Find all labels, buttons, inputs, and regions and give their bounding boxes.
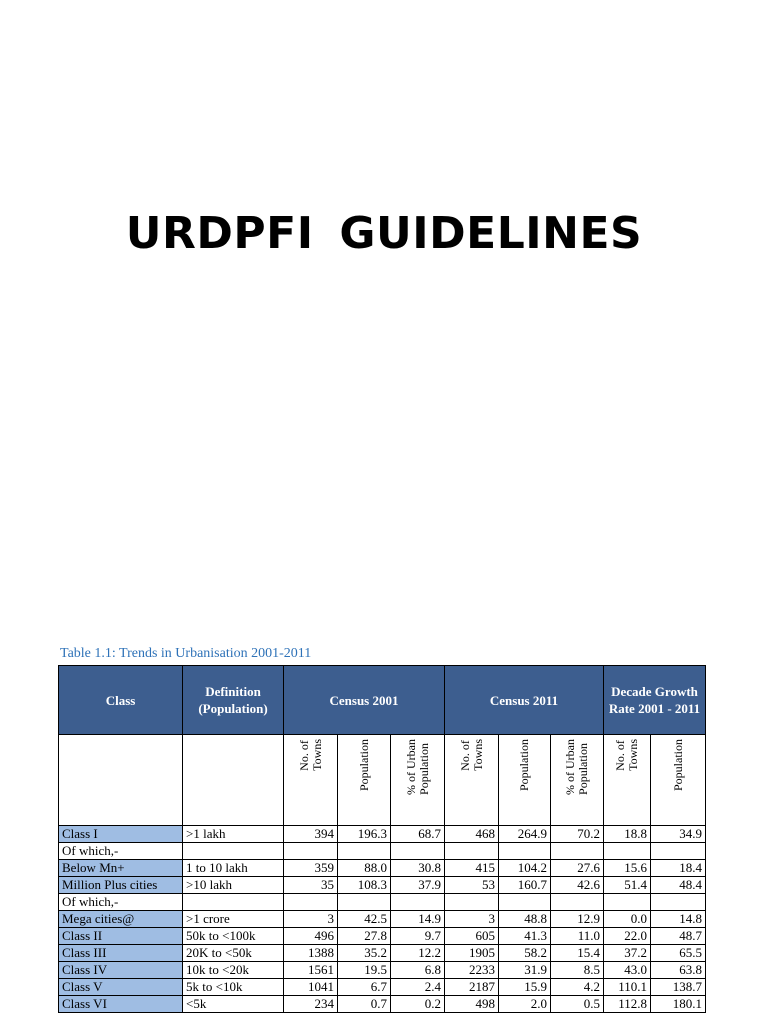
row-value-cell: 65.5 [651, 945, 706, 962]
row-value-cell: 11.0 [551, 928, 604, 945]
row-definition-cell [183, 894, 284, 911]
row-class-cell: Class VI [59, 996, 183, 1013]
row-value-cell [499, 894, 551, 911]
row-definition-cell: >10 lakh [183, 877, 284, 894]
row-value-cell: 1041 [284, 979, 338, 996]
subheader-cell [284, 735, 338, 826]
header-class: Class [59, 666, 183, 735]
table-row [59, 843, 706, 860]
row-value-cell: 196.3 [338, 826, 391, 843]
row-definition-cell: 20K to <50k [183, 945, 284, 962]
row-value-cell: 1905 [445, 945, 499, 962]
table-subheader-row [59, 735, 706, 826]
row-value-cell: 15.6 [604, 860, 651, 877]
header-definition: Definition (Population) [183, 666, 284, 735]
row-value-cell: 35 [284, 877, 338, 894]
row-value-cell: 112.8 [604, 996, 651, 1013]
table-row [59, 894, 706, 911]
row-value-cell: 4.2 [551, 979, 604, 996]
table-row [59, 877, 706, 894]
row-value-cell: 468 [445, 826, 499, 843]
row-value-cell: 37.2 [604, 945, 651, 962]
row-value-cell: 2187 [445, 979, 499, 996]
row-value-cell [651, 843, 706, 860]
row-value-cell: 1561 [284, 962, 338, 979]
subheader-label: No. of Towns [613, 739, 641, 771]
header-census-2001: Census 2001 [284, 666, 445, 735]
row-value-cell: 6.8 [391, 962, 445, 979]
row-value-cell [338, 843, 391, 860]
row-class-cell: Mega cities@ [59, 911, 183, 928]
subheader-label: Population [356, 739, 371, 792]
row-value-cell: 2.0 [499, 996, 551, 1013]
subheader-cell [551, 735, 604, 826]
row-value-cell: 3 [445, 911, 499, 928]
table-body [59, 826, 706, 1013]
row-value-cell: 48.4 [651, 877, 706, 894]
row-value-cell [445, 843, 499, 860]
subheader-label: Population [517, 739, 532, 792]
row-value-cell: 53 [445, 877, 499, 894]
row-value-cell: 30.8 [391, 860, 445, 877]
row-value-cell: 0.7 [338, 996, 391, 1013]
row-value-cell: 42.6 [551, 877, 604, 894]
row-value-cell: 359 [284, 860, 338, 877]
row-value-cell [284, 894, 338, 911]
row-value-cell: 41.3 [499, 928, 551, 945]
row-value-cell: 15.4 [551, 945, 604, 962]
row-value-cell: 70.2 [551, 826, 604, 843]
row-value-cell: 27.6 [551, 860, 604, 877]
row-value-cell [651, 894, 706, 911]
row-value-cell: 37.9 [391, 877, 445, 894]
row-class-cell: Below Mn+ [59, 860, 183, 877]
row-value-cell: 0.2 [391, 996, 445, 1013]
row-definition-cell: 1 to 10 lakh [183, 860, 284, 877]
row-value-cell: 160.7 [499, 877, 551, 894]
row-value-cell: 48.7 [651, 928, 706, 945]
subheader-cell [338, 735, 391, 826]
row-value-cell: 110.1 [604, 979, 651, 996]
row-value-cell [338, 894, 391, 911]
row-definition-cell: <5k [183, 996, 284, 1013]
row-value-cell [551, 894, 604, 911]
row-value-cell: 605 [445, 928, 499, 945]
row-value-cell: 8.5 [551, 962, 604, 979]
row-value-cell: 51.4 [604, 877, 651, 894]
row-value-cell: 2.4 [391, 979, 445, 996]
row-value-cell: 15.9 [499, 979, 551, 996]
subheader-cell [604, 735, 651, 826]
row-value-cell: 3 [284, 911, 338, 928]
row-class-cell: Million Plus cities [59, 877, 183, 894]
row-class-cell: Of which,- [59, 843, 183, 860]
row-definition-cell: >1 crore [183, 911, 284, 928]
row-value-cell: 34.9 [651, 826, 706, 843]
subheader-blank [59, 735, 183, 826]
row-value-cell [391, 843, 445, 860]
table-row [59, 962, 706, 979]
row-value-cell: 19.5 [338, 962, 391, 979]
urbanisation-table [58, 665, 706, 1013]
row-value-cell: 88.0 [338, 860, 391, 877]
row-value-cell: 234 [284, 996, 338, 1013]
table-caption: Table 1.1: Trends in Urbanisation 2001-2011 [60, 646, 312, 661]
row-value-cell: 18.4 [651, 860, 706, 877]
row-value-cell: 22.0 [604, 928, 651, 945]
subheader-label: % of Urban Population [403, 739, 431, 795]
row-value-cell: 42.5 [338, 911, 391, 928]
subheader-cell [445, 735, 499, 826]
row-value-cell: 415 [445, 860, 499, 877]
row-value-cell [551, 843, 604, 860]
table-row [59, 928, 706, 945]
row-value-cell [391, 894, 445, 911]
subheader-blank [183, 735, 284, 826]
row-value-cell: 0.0 [604, 911, 651, 928]
row-value-cell: 104.2 [499, 860, 551, 877]
table-row [59, 979, 706, 996]
row-value-cell: 1388 [284, 945, 338, 962]
row-value-cell: 6.7 [338, 979, 391, 996]
row-class-cell: Class V [59, 979, 183, 996]
row-value-cell: 58.2 [499, 945, 551, 962]
subheader-cell [651, 735, 706, 826]
row-definition-cell: 10k to <20k [183, 962, 284, 979]
row-value-cell: 394 [284, 826, 338, 843]
row-value-cell [499, 843, 551, 860]
row-value-cell [445, 894, 499, 911]
header-census-2011: Census 2011 [445, 666, 604, 735]
row-definition-cell: 50k to <100k [183, 928, 284, 945]
subheader-label: No. of Towns [296, 739, 324, 771]
row-value-cell: 12.9 [551, 911, 604, 928]
row-class-cell: Class IV [59, 962, 183, 979]
row-value-cell: 43.0 [604, 962, 651, 979]
row-value-cell: 18.8 [604, 826, 651, 843]
subheader-label: Population [670, 739, 685, 792]
table-row [59, 826, 706, 843]
row-value-cell: 12.2 [391, 945, 445, 962]
row-definition-cell: 5k to <10k [183, 979, 284, 996]
subheader-label: % of Urban Population [563, 739, 591, 795]
row-value-cell [284, 843, 338, 860]
row-definition-cell [183, 843, 284, 860]
row-value-cell: 48.8 [499, 911, 551, 928]
row-value-cell: 2233 [445, 962, 499, 979]
row-value-cell: 264.9 [499, 826, 551, 843]
table-header-row [59, 666, 706, 735]
table-row [59, 996, 706, 1013]
row-definition-cell: >1 lakh [183, 826, 284, 843]
row-class-cell: Class II [59, 928, 183, 945]
row-value-cell [604, 894, 651, 911]
row-value-cell: 0.5 [551, 996, 604, 1013]
row-value-cell: 27.8 [338, 928, 391, 945]
row-class-cell: Class I [59, 826, 183, 843]
row-value-cell: 31.9 [499, 962, 551, 979]
row-value-cell: 180.1 [651, 996, 706, 1013]
row-value-cell: 108.3 [338, 877, 391, 894]
row-value-cell: 496 [284, 928, 338, 945]
subheader-label: No. of Towns [457, 739, 485, 771]
table-row [59, 911, 706, 928]
subheader-cell [391, 735, 445, 826]
slide-title: URDPFI GUIDELINES [125, 208, 643, 259]
header-decade-growth: Decade Growth Rate 2001 - 2011 [604, 666, 706, 735]
row-value-cell: 9.7 [391, 928, 445, 945]
row-value-cell: 498 [445, 996, 499, 1013]
row-class-cell: Class III [59, 945, 183, 962]
row-value-cell: 138.7 [651, 979, 706, 996]
row-value-cell: 35.2 [338, 945, 391, 962]
row-value-cell: 68.7 [391, 826, 445, 843]
subheader-cell [499, 735, 551, 826]
row-value-cell [604, 843, 651, 860]
row-value-cell: 14.8 [651, 911, 706, 928]
table-row [59, 945, 706, 962]
row-value-cell: 14.9 [391, 911, 445, 928]
row-value-cell: 63.8 [651, 962, 706, 979]
table-row [59, 860, 706, 877]
row-class-cell: Of which,- [59, 894, 183, 911]
